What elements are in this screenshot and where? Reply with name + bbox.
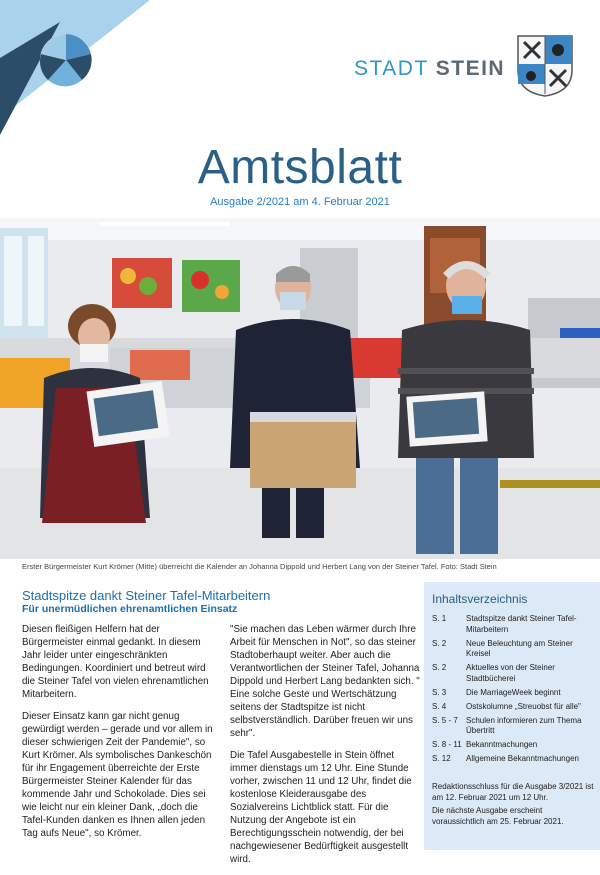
city-name-light: STADT — [354, 57, 429, 80]
toc-item[interactable] — [432, 688, 594, 699]
toc-item[interactable] — [432, 740, 594, 751]
toc-item[interactable] — [432, 702, 594, 713]
article-column-1 — [22, 623, 218, 849]
toc-title: Aktuelles von der Steiner Stadtbücherei — [466, 663, 555, 683]
toc-list — [432, 614, 594, 768]
toc-page: S. 8 - 11 — [432, 740, 462, 749]
newsletter-title: Amtsblatt — [197, 141, 403, 194]
toc-item[interactable] — [432, 716, 594, 737]
table-of-contents — [424, 582, 600, 850]
article-paragraph: Diesen fleißigen Helfern hat der Bürgermeister einmal gedankt. In diesem Jahr leider unter eingeschränkten Bedingungen. Koordiniert und betreut wird die Steiner Tafel von vielen ehrenamtlichen Mitarbeitern. — [22, 624, 209, 700]
toc-title: Ostskolumne „Streuobst für alle" — [466, 701, 581, 711]
city-name-bold: STEIN — [435, 57, 506, 80]
toc-notes — [432, 782, 594, 830]
article-paragraph: Die Tafel Ausgabestelle in Stein öffnet immer dienstags um 12 Uhr. Eine Stunde vorher, zwischen 11 und 12 Uhr, findet die kostenlose Kleiderausgabe des Sozialvereins Lichtblick statt. Für die Nutzung der Angebote ist ein Berechtigungsschein notwendig, der bei nachgewiesener Bedürftigkeit ausgestellt wird. — [230, 750, 412, 865]
toc-heading: Inhaltsverzeichnis — [432, 592, 528, 606]
toc-page: S. 5 - 7 — [432, 715, 458, 725]
toc-item[interactable] — [432, 614, 594, 635]
article-headline: Stadtspitze dankt Steiner Tafel-Mitarbeitern — [22, 588, 271, 603]
article-paragraph: Dieser Einsatz kann gar nicht genug gewürdigt werden – gerade und vor allem in dieser schwierigen Zeit der Pandemie", so Kurt Krömer. Als symbolisches Dankeschön für ihr Engagement überreichte der Erste Bürgermeister Steiner Kalender für das kommende Jahr und Schokolade. Dies sei wie leicht nur ein kleiner Dank, „doch die Tafel-Kunden danken es Ihnen allen jeden Tag aufs Neue", so Krömer. — [22, 711, 213, 839]
deadline-note: Redaktionsschluss für die Ausgabe 3/2021 ist am 12. Februar 2021 um 12 Uhr. — [432, 782, 594, 802]
issue-date: Ausgabe 2/2021 am 4. Februar 2021 — [210, 196, 390, 208]
toc-page: S. 3 — [432, 687, 447, 697]
photo-caption: Erster Bürgermeister Kurt Krömer (Mitte) überreicht die Kalender an Johanna Dippold und Herbert Lang von der Steiner Tafel. Foto: Stadt Stein — [22, 562, 497, 571]
toc-page: S. 12 — [432, 754, 451, 763]
toc-title: Neue Beleuchtung am Steiner Kreisel — [466, 638, 573, 658]
toc-title: Stadtspitze dankt Steiner Tafel-Mitarbeitern — [466, 614, 577, 634]
article-paragraph: "Sie machen das Leben wärmer durch Ihre Arbeit für Menschen in Not", so das steiner Stadtoberhaupt weiter. Aber auch die Verantwortlichen der Steiner Tafel, Johanna Dippold und Herbert Lang bedankten sich. " Eine solche Geste und Wertschätzung seitens der Stadtspitze ist nicht selbstverständlich. Darüber freuen wir uns sehr". — [230, 624, 420, 739]
coat-of-arms-icon — [516, 34, 574, 98]
toc-page: S. 2 — [432, 663, 447, 672]
article-subheadline: Für unermüdlichen ehrenamtlichen Einsatz — [22, 603, 238, 615]
cover-photo — [0, 218, 600, 559]
toc-page: S. 2 — [432, 638, 447, 648]
article-column-2 — [230, 623, 420, 875]
corner-logo-graphic — [0, 0, 150, 140]
toc-item[interactable] — [432, 754, 594, 765]
toc-title: Bekanntmachungen — [466, 740, 538, 749]
toc-page: S. 4 — [432, 701, 447, 711]
next-issue-note: Die nächste Ausgabe erscheint voraussichtlich am 25. Februar 2021. — [432, 806, 564, 826]
city-name — [354, 57, 505, 81]
toc-title: Allgemeine Bekanntmachungen — [466, 754, 579, 763]
toc-page: S. 1 — [432, 614, 447, 623]
toc-title: Die MarriageWeek beginnt — [466, 687, 561, 697]
toc-item[interactable] — [432, 663, 594, 684]
toc-title: Schulen informieren zum Thema Übertritt — [466, 715, 582, 735]
toc-item[interactable] — [432, 639, 594, 660]
